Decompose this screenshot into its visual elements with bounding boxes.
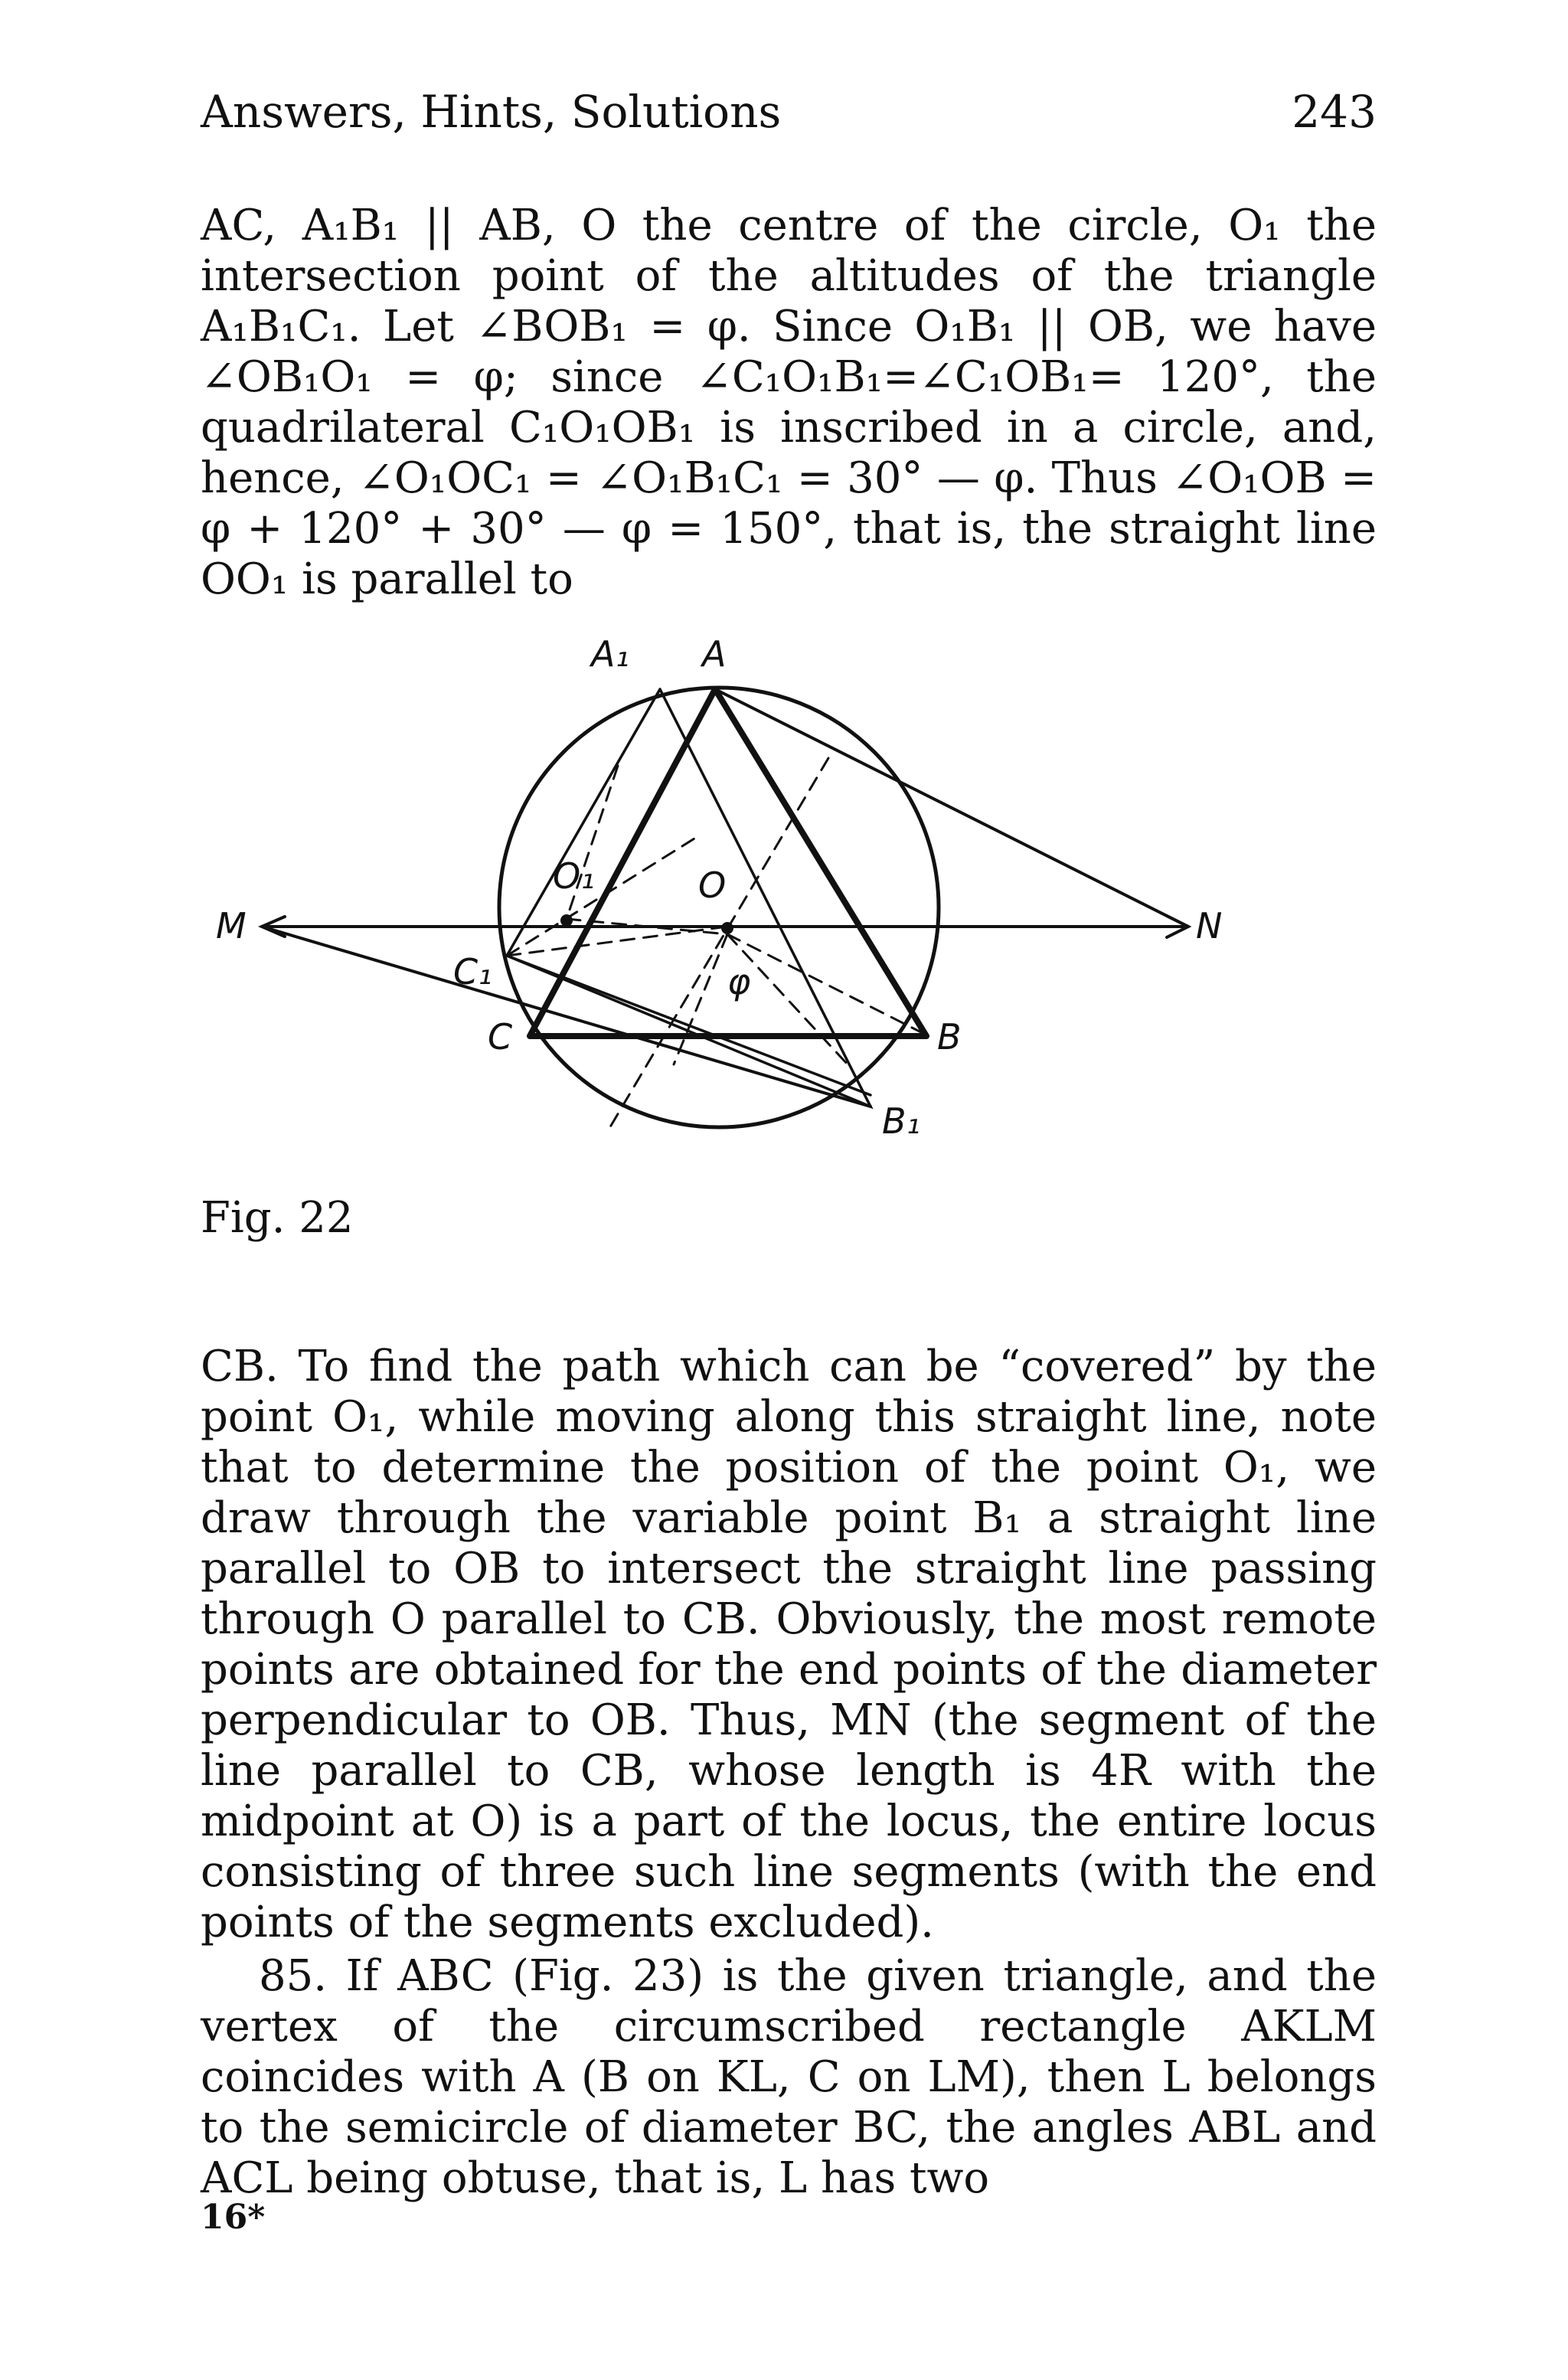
dashed-vertical-1 — [606, 758, 828, 1133]
running-title: Answers, Hints, Solutions — [201, 86, 782, 138]
label-o: O — [698, 865, 727, 906]
label-phi: φ — [727, 961, 751, 1002]
label-b1: B₁ — [882, 1100, 920, 1142]
paragraph-1: AC, A₁B₁ || AB, O the centre of the circle, O₁ the intersection point of the altitudes of the triangle A₁B₁C₁. Let ∠BOB₁ = φ. Since O₁B₁ || OB, we have ∠OB₁O₁ = φ; since ∠C₁O₁B₁=∠C₁OB₁= 120°, the quadrilateral C₁O₁OB₁ is inscribed in a circle, and, hence, ∠O₁OC₁ = ∠O₁B₁C₁ = 30° — φ. Thus ∠O₁OB = φ + 120° + 30° — φ = 150°, that is, the straight line OO₁ is parallel to — [201, 201, 1377, 604]
signature-mark: 16* — [201, 2198, 266, 2237]
label-b: B — [937, 1016, 962, 1058]
label-a1: A₁ — [591, 636, 629, 675]
label-m: M — [216, 905, 247, 946]
dashed-c1-o — [507, 927, 727, 956]
paragraph-3: 85. If ABC (Fig. 23) is the given triangle, and the vertex of the circumscribed rectangle AKLM coincides with A (B on KL, C on LM), then L belongs to the semicircle of diameter BC, the angles ABL and ACL being obtuse, that is, L has two — [201, 1951, 1377, 2203]
geometry-diagram — [201, 636, 1272, 1187]
label-c: C — [488, 1016, 513, 1058]
figure-22 — [201, 636, 1272, 1187]
label-n: N — [1196, 905, 1223, 946]
line-m-b1 — [262, 927, 871, 1107]
label-c1: C₁ — [453, 951, 492, 992]
label-a: A — [702, 636, 727, 675]
point-o1 — [560, 914, 573, 927]
point-o — [721, 922, 733, 934]
label-o1: O₁ — [553, 855, 595, 897]
page-number: 243 — [1292, 86, 1377, 138]
paragraph-2: CB. To find the path which can be “covered” by the point O₁, while moving along this straight line, note that to determine the position of the point O₁, we draw through the variable point B₁ a straight line parallel to OB to intersect the straight line passing through O parallel to CB. Obviously, the most remote points are obtained for the end points of the diameter perpendicular to OB. Thus, MN (the segment of the line parallel to CB, whose length is 4R with the midpoint at O) is a part of the locus, the entire locus consisting of three such line segments (with the end points of the segments excluded). — [201, 1342, 1377, 1947]
figure-caption: Fig. 22 — [201, 1193, 354, 1243]
running-header — [201, 86, 1377, 147]
